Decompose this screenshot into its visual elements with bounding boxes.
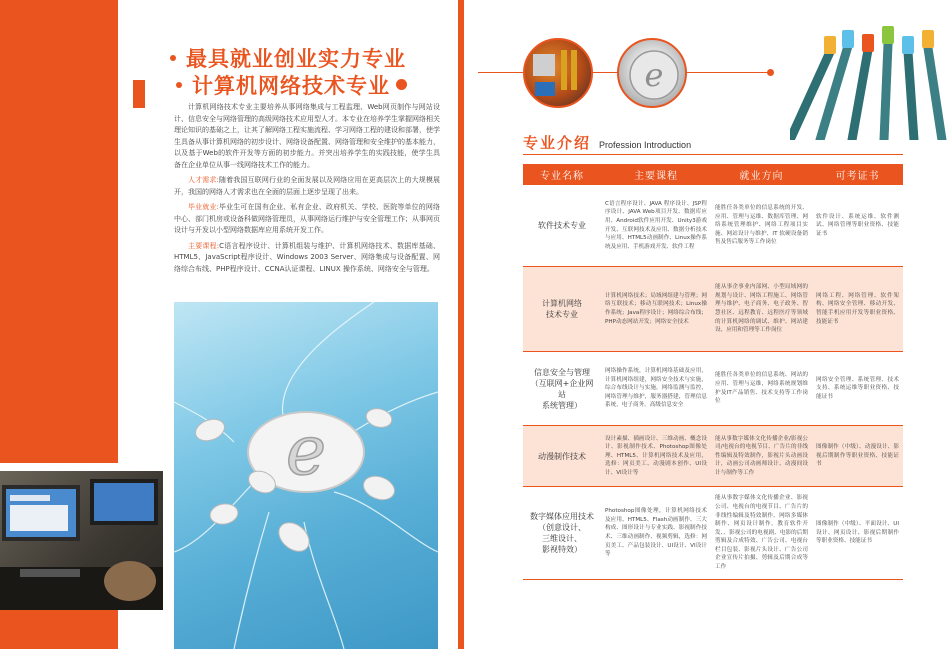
certificates: 图像制作（中级）、平面设计、UI设计、网页设计、影视后期制作等职业资格、技能证书 — [816, 521, 899, 545]
career-direction: 能从事数字媒体文化传播企业、影视公司、电视台的电视节目、广告片的非线性编辑及特效制作、网络多媒体制作、网页设计制作，教育软件开发、、影视公司的电视剧、电影的后期剪辑及合成特效、广告公司、电视台栏目包装、影视片头设计、广告公司企业宣传片拍摄、剪辑及后期合成等工作 — [715, 495, 808, 571]
table-row — [523, 352, 903, 426]
e-logo-icon — [174, 302, 438, 649]
talent-demand-label: 人才需求: — [188, 176, 219, 184]
title-line-1: 最具就业创业实力专业 — [170, 44, 460, 71]
network-cables-image — [790, 22, 950, 140]
career-direction: 能从事数字媒体文化传播企业/影视公司/电视台的电视节目、广告片的非线性编辑及特效制作，影视片头动画设计，动画公司动画师设计、动漫间设计与制作等工作 — [715, 435, 808, 476]
title-line-2: 计算机网络技术专业 — [170, 71, 460, 98]
table-row — [523, 267, 903, 352]
main-courses: 设计素描、插画设计、三维动画、概念设计、影视制作技术、Photoshop图像处理、HTML5、计算机网络技术及应用，选修：网页美工、动漫剧本创作、UI设计、VI设计等 — [605, 435, 707, 476]
intro-text — [174, 102, 440, 279]
e-mouse-illustration — [174, 302, 438, 649]
lab-photo-icon — [0, 471, 163, 610]
section-title — [523, 132, 691, 153]
section-rule — [523, 154, 903, 155]
cables-icon — [790, 22, 950, 140]
table-row — [523, 185, 903, 267]
certificates: 图像制作（中级）、动漫设计、影视后期制作等职业资格、技能证书 — [816, 444, 899, 468]
courses-label: 主要课程: — [188, 241, 220, 250]
left-orange-bar-bottom — [0, 609, 118, 649]
main-courses: Photoshop图像处理，计算机网络技术及应用、HTML5、Flash动画制作、三大构成、图形设计与专业实践、影视制作技术、三维动画制作、视频剪辑，选修：网页美工、产品包装设计、UI设计、VI设计等 — [605, 508, 707, 558]
dot-icon — [176, 82, 182, 88]
circuit-board-icon — [525, 40, 593, 108]
career-direction: 能胜任各类单位的信息系统、网站的应用、管理与运维，网络系统规划维护及IT产品销售、技术支持等工作岗位 — [715, 372, 808, 405]
header-major-name: 专业名称 — [540, 171, 584, 182]
table-row — [523, 426, 903, 487]
major-name: 软件技术专业 — [538, 221, 586, 230]
certificates: 软件设计、系统运维、软件测试、网络管理等职业资格、技能证书 — [816, 213, 899, 237]
talent-demand-paragraph: 人才需求:随着我国互联网行业的全面发展以及网络应用在更高层次上的大规模展开，我国的网络人才需求也在全面的层面上逐步呈现了出来。 — [174, 176, 440, 196]
major-name: 数字媒体应用技术 （创意设计、 三维设计、 影视特效） — [530, 512, 594, 554]
header-main-courses: 主要课程 — [634, 171, 678, 182]
computer-lab-photo — [0, 471, 163, 610]
table-row — [523, 487, 903, 580]
employment-paragraph: 毕业就业:毕业生可在国有企业、私有企业、政府机关、学校、医院等单位的网络中心、部门机房或设备科做网络管理员，从事网络运行维护与安全管理工作；从事网页设计与开发以小型网络数据库应用系统开发工作。 — [174, 203, 440, 234]
section-title-cn: 专业介绍 — [523, 134, 592, 152]
main-courses: C语言程序设计、JAVA 程序设计、JSP程序设计、JAVA Web项目开发、数据库应用、Android软件应用开发、Unity3游戏开发、互联网技术及应用、数据分析技术与应用、HTML5动画制作、Linux操作系统及应用、手机游戏开发、软件工程 — [605, 200, 707, 250]
main-courses: 计算机网络技术；局域网组建与管理；网络互联技术；移动互联网技术；Linux操作系统；Java程序设计；网络综合布线；PHP动态网站开发；网络安全技术 — [605, 292, 707, 325]
dot-icon — [396, 79, 407, 90]
courses-paragraph: 主要课程:C语言程序设计、计算机组装与维护、计算机网络技术、数据库基础、HTML5、JavaScript程序设计、Windows 2003 Server、网络集成与设备配置、网络综合布线、PHP程序设计、CCNA认证课程、LINUX 操作系统、网络安全与管理。 — [174, 241, 440, 273]
profession-table — [523, 164, 903, 580]
section-title-en: Profession Introduction — [599, 140, 692, 150]
header-rule-dot — [767, 69, 774, 76]
certificates: 网络安全管理、系统管理、技术支持、系统运维等职业资格、技能证书 — [816, 376, 899, 400]
title-accent-bar — [133, 80, 145, 108]
major-name: 信息安全与管理 （互联网+企业网站 系统管理） — [530, 367, 594, 410]
page-title — [170, 44, 460, 98]
main-courses: 网络操作系统，计算机网络基础及应用，计算机网络组建，网络安全技术与实施，综合布线设计与实施，网络监测与监控，网络管理与维护，服务器搭建，管理信息系统，电子商务，高级信息安全 — [605, 368, 707, 409]
dot-icon — [170, 55, 176, 61]
career-direction: 能从事企事业内部网、小型局域网的规划与设计、网络工程施工、网络管理与维护、电子商务、电子政务、智慧社区、远程教育、远程医疗等领域的计算机网络的调试、维护、网站建设、应用和管理等工作岗位 — [715, 284, 808, 334]
circuit-board-image — [523, 38, 593, 108]
major-name: 计算机网络 技术专业 — [542, 299, 582, 319]
e-disc-icon — [619, 40, 687, 108]
table-header — [523, 164, 903, 185]
e-disc-image — [617, 38, 687, 108]
employment-label: 毕业就业: — [188, 203, 219, 211]
intro-paragraph: 计算机网络技术专业主要培养从事网络集成与工程监理、Web网页制作与网站设计、信息安全与网络管理的高级网络技术应用型人才。本专业在培养学生掌握网络相关理论知识的基础之上，让其了解网络工程实施流程、学习网络工程的建设和部署，使学生具备从事计算机网络的初步设计、网络设备配置、网络管理和安全维护的基本能力，以及基于Web的软件开发等方面的初步能力。并突出培养学生的实践技能，使学生具备在企业单位从事一线网络技术工作的能力。 — [174, 103, 440, 169]
major-name: 动漫制作技术 — [538, 451, 586, 461]
certificates: 网络工程、网络管理、软件架构、网络安全管理、移动开发、智能手机应用开发等职业资格、技能证书 — [816, 292, 899, 325]
svg-text:e: e — [644, 56, 664, 94]
left-orange-bar — [0, 0, 118, 463]
career-direction: 能胜任各类单位的信息系统的开发、应用、管理与运维、数据库管理、网络系统管理维护、网络工程项目实施、网站设计与维护、IT 软硬设备销售及售后服务等工作岗位 — [715, 205, 808, 246]
header-certificates: 可考证书 — [835, 171, 880, 182]
header-career-direction: 就业方向 — [739, 171, 784, 182]
svg-text:e: e — [285, 412, 327, 491]
